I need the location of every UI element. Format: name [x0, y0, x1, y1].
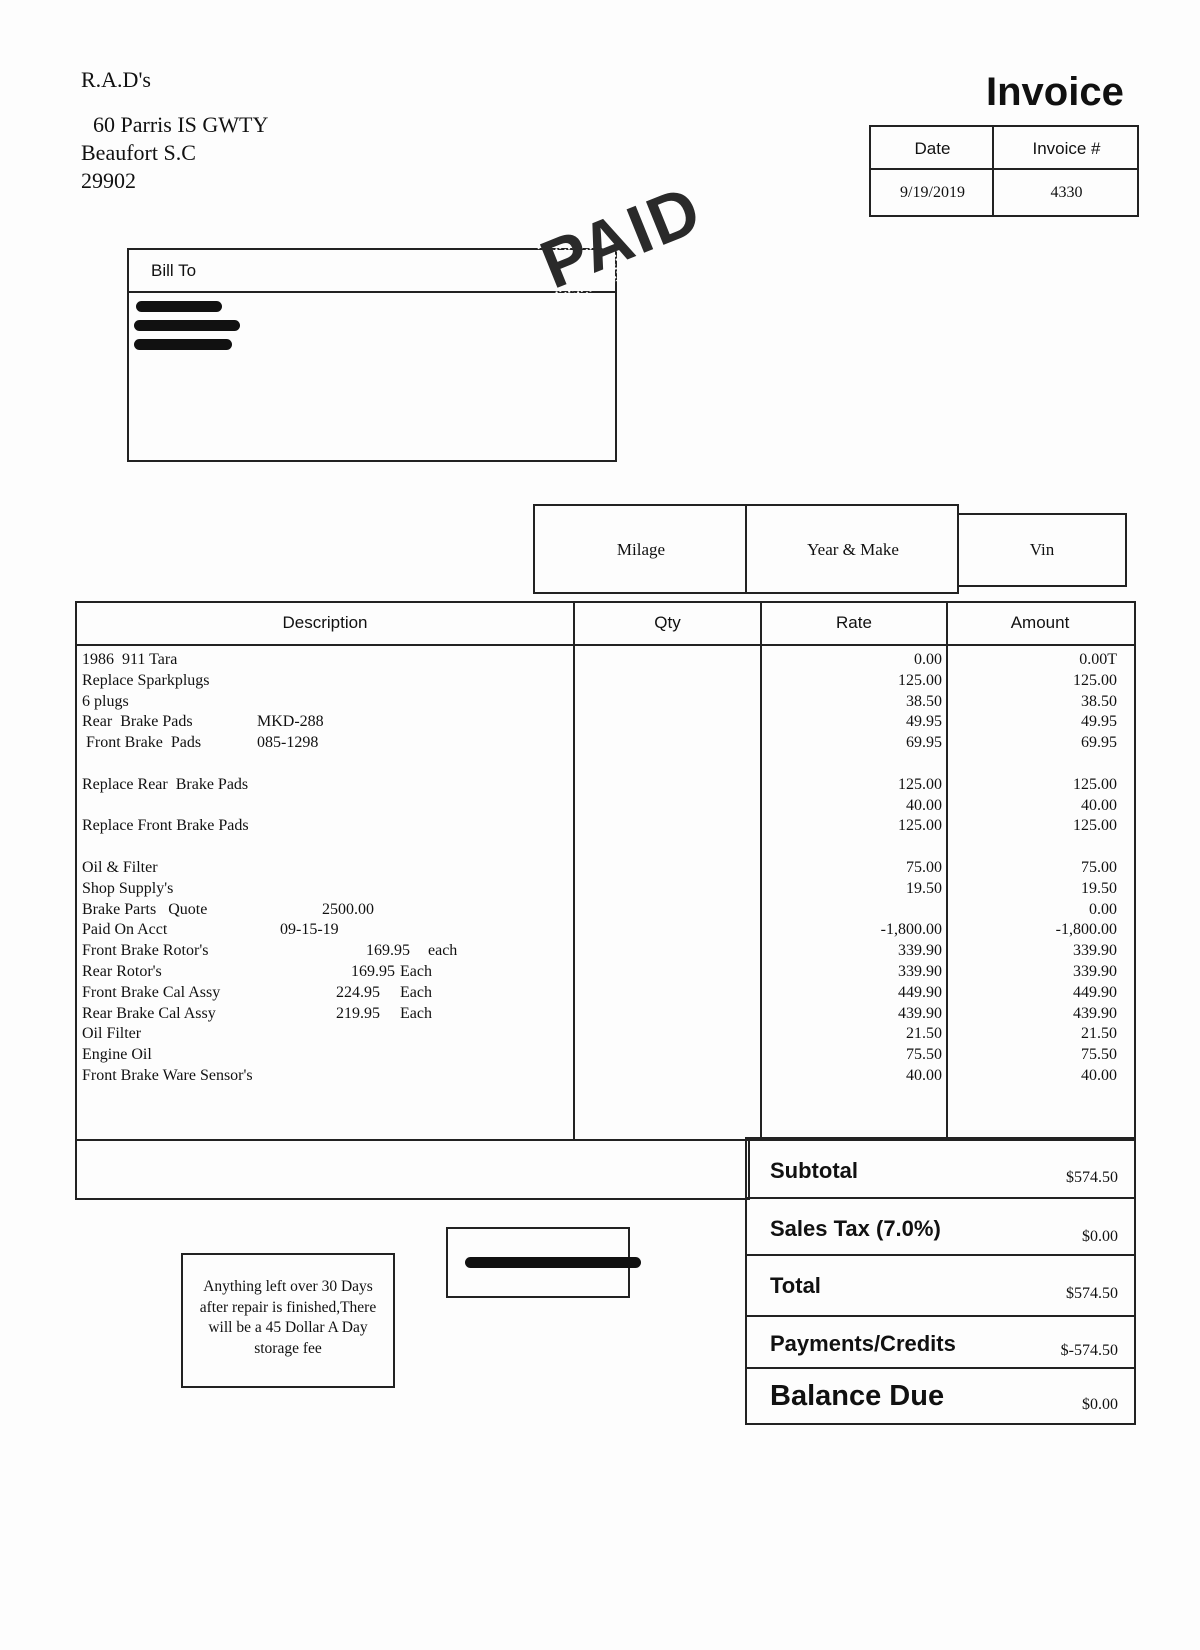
- item-detail: 2500.00: [322, 900, 374, 918]
- header-divider: [75, 644, 1134, 646]
- sales-tax-label: Sales Tax (7.0%): [770, 1216, 941, 1241]
- item-amount: 449.90: [1073, 983, 1117, 1001]
- item-detail: 169.95: [366, 942, 410, 960]
- column-header-qty: Qty: [654, 613, 681, 632]
- vin-label: Vin: [1029, 540, 1055, 559]
- item-rate: 339.90: [898, 963, 942, 980]
- bill-to-label: Bill To: [151, 261, 197, 280]
- item-description: Replace Rear Brake Pads: [82, 775, 249, 793]
- item-amount: 69.95: [1081, 734, 1117, 752]
- item-amount: 49.95: [1081, 713, 1117, 731]
- redacted-signature: [465, 1257, 641, 1268]
- item-description: Front Brake Rotor's: [82, 942, 209, 960]
- item-amount: 75.50: [1081, 1046, 1117, 1064]
- date-label: Date: [914, 139, 951, 158]
- company-address-line3: 29902: [81, 168, 136, 193]
- item-amount: 21.50: [1081, 1025, 1117, 1043]
- item-detail-unit: each: [428, 942, 458, 960]
- column-divider: [573, 601, 575, 1139]
- item-amount: 19.50: [1081, 879, 1117, 897]
- balance-due-label: Balance Due: [770, 1380, 945, 1412]
- totals-divider: [745, 1254, 1134, 1256]
- invoice-number: 4330: [1050, 184, 1083, 201]
- item-rate: 38.50: [906, 692, 942, 710]
- sales-tax-value: $0.00: [1082, 1228, 1118, 1245]
- item-amount: 75.00: [1081, 859, 1117, 876]
- item-description: Front Brake Pads: [82, 734, 202, 752]
- item-description: Replace Front Brake Pads: [82, 817, 249, 835]
- subtotal-value: $574.50: [1066, 1169, 1118, 1186]
- item-description: Oil & Filter: [82, 859, 158, 876]
- invoice-meta-box: [869, 125, 1139, 217]
- item-detail-unit: Each: [400, 1004, 432, 1022]
- subtotal-label: Subtotal: [770, 1158, 858, 1183]
- item-detail: 085-1298: [257, 734, 319, 752]
- item-detail-unit: Each: [400, 983, 432, 1001]
- item-description: Rear Brake Cal Assy: [82, 1004, 216, 1022]
- item-amount: 339.90: [1073, 942, 1117, 960]
- payments-credits-value: $-574.50: [1060, 1342, 1118, 1359]
- item-amount: 439.90: [1073, 1004, 1117, 1022]
- item-amount: 38.50: [1081, 692, 1117, 710]
- item-rate: 40.00: [906, 796, 942, 814]
- item-description: Front Brake Cal Assy: [82, 983, 221, 1001]
- vin-box: [957, 513, 1127, 587]
- item-description: Oil Filter: [82, 1025, 142, 1043]
- item-rate: 40.00: [906, 1067, 942, 1084]
- item-description: Paid On Acct: [82, 921, 168, 939]
- column-header-amount: Amount: [1010, 613, 1070, 632]
- item-detail: 09-15-19: [280, 921, 339, 939]
- total-value: $574.50: [1066, 1285, 1118, 1302]
- item-amount: 0.00T: [1079, 651, 1117, 668]
- invoice-date: 9/19/2019: [900, 184, 965, 201]
- item-detail: MKD-288: [257, 713, 324, 731]
- item-description: 1986 911 Tara: [82, 651, 178, 668]
- item-detail-unit: Each: [400, 963, 432, 980]
- totals-divider: [745, 1197, 1134, 1199]
- item-detail: 224.95: [336, 983, 380, 1001]
- item-rate: 69.95: [906, 734, 942, 752]
- item-rate: 125.00: [898, 817, 942, 835]
- company-address-line2: Beaufort S.C: [81, 140, 196, 165]
- item-rate: 0.00: [914, 651, 942, 668]
- item-description: Engine Oil: [82, 1046, 152, 1064]
- item-description: Front Brake Ware Sensor's: [82, 1067, 253, 1084]
- total-label: Total: [770, 1273, 821, 1298]
- item-description: Brake Parts Quote: [82, 900, 208, 918]
- document-title: Invoice: [986, 70, 1124, 114]
- company-address-line1: 60 Parris IS GWTY: [93, 112, 269, 137]
- storage-fee-note: [181, 1253, 395, 1388]
- item-rate: 449.90: [898, 983, 942, 1001]
- bill-to-divider: [127, 291, 615, 293]
- vehicle-divider: [745, 504, 747, 592]
- item-rate: 19.50: [906, 879, 942, 897]
- totals-divider: [745, 1367, 1134, 1369]
- column-header-rate: Rate: [836, 613, 872, 632]
- company-name: R.A.D's: [81, 67, 151, 92]
- item-description: Shop Supply's: [82, 879, 174, 897]
- item-rate: 125.00: [898, 775, 942, 793]
- item-description: Rear Rotor's: [82, 963, 162, 980]
- column-header-description: Description: [282, 613, 368, 632]
- meta-divider: [992, 125, 994, 215]
- footer-left-box: [75, 1137, 750, 1200]
- item-amount: 0.00: [1089, 900, 1117, 918]
- invoice-number-label: Invoice #: [1032, 139, 1101, 158]
- item-rate: 439.90: [898, 1004, 942, 1022]
- balance-due-value: $0.00: [1082, 1396, 1118, 1413]
- redacted-address: [134, 320, 240, 331]
- item-rate: 339.90: [898, 942, 942, 960]
- item-amount: 125.00: [1073, 671, 1117, 689]
- item-amount: 125.00: [1073, 817, 1117, 835]
- item-amount: -1,800.00: [1055, 921, 1117, 939]
- storage-fee-note-text: Anything left over 30 Days after repair is finished,There will be a 45 Dollar A Day storage fee: [199, 1278, 377, 1357]
- item-amount: 40.00: [1081, 1067, 1117, 1084]
- redacted-name: [136, 301, 222, 312]
- item-amount: 125.00: [1073, 775, 1117, 793]
- item-description: 6 plugs: [82, 692, 129, 710]
- payments-credits-label: Payments/Credits: [770, 1331, 956, 1356]
- paid-stamp: PAID: [530, 170, 713, 304]
- meta-divider: [869, 168, 1137, 170]
- item-rate: -1,800.00: [880, 921, 942, 939]
- year-make-label: Year & Make: [807, 540, 899, 559]
- item-rate: 49.95: [906, 713, 942, 731]
- mileage-label: Milage: [616, 540, 666, 559]
- item-amount: 40.00: [1081, 796, 1117, 814]
- item-rate: 21.50: [906, 1025, 942, 1043]
- redacted-city: [134, 339, 232, 350]
- item-description: Rear Brake Pads: [82, 713, 193, 731]
- item-description: Replace Sparkplugs: [82, 671, 210, 689]
- item-detail: 219.95: [336, 1004, 380, 1022]
- totals-divider: [745, 1315, 1134, 1317]
- item-amount: 339.90: [1073, 963, 1117, 980]
- item-detail: 169.95: [351, 963, 395, 980]
- bill-to-box: [127, 248, 617, 462]
- item-rate: 75.00: [906, 859, 942, 876]
- item-rate: 125.00: [898, 671, 942, 689]
- item-rate: 75.50: [906, 1046, 942, 1064]
